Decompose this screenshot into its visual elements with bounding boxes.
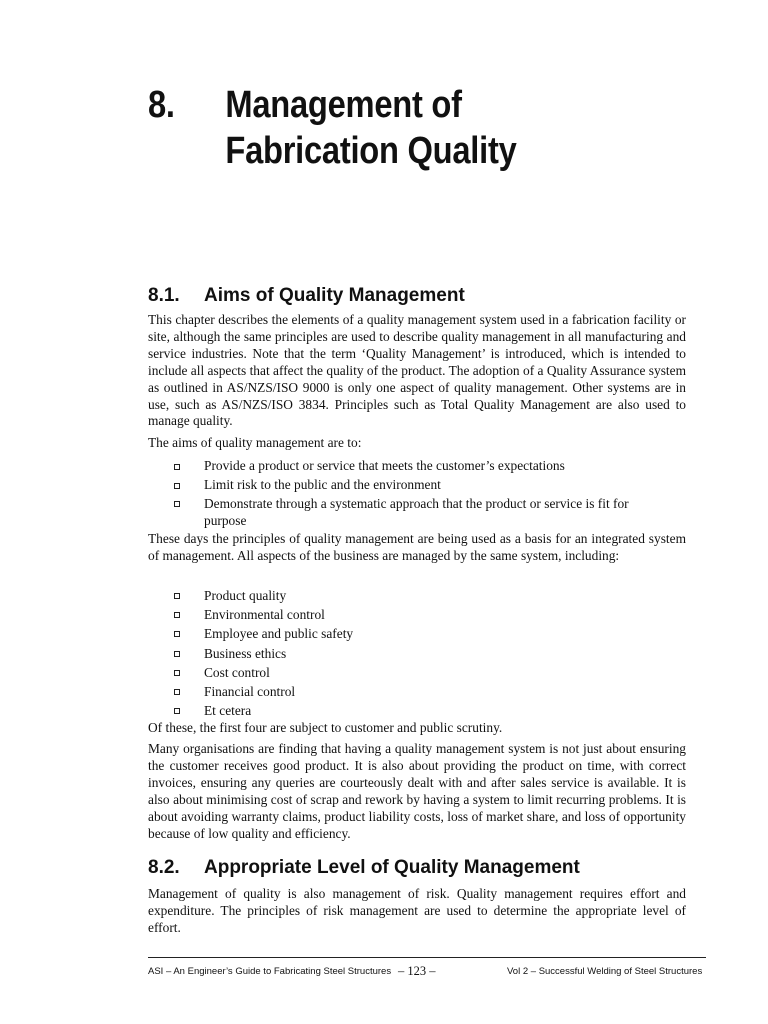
bullet-icon <box>174 612 180 618</box>
chapter-title <box>225 82 516 174</box>
bullet-icon <box>174 689 180 695</box>
bullet-icon <box>174 501 180 507</box>
list-item: Demonstrate through a systematic approach that the product or service is fit for purpose <box>148 494 668 529</box>
list-item: Cost control <box>148 663 668 682</box>
bullet-icon <box>174 464 180 470</box>
section-heading-8-2 <box>148 857 708 879</box>
list-item: Financial control <box>148 682 668 701</box>
bullet-icon <box>174 670 180 676</box>
bullet-icon <box>174 631 180 637</box>
list-item: Employee and public safety <box>148 624 668 643</box>
bullet-icon <box>174 483 180 489</box>
section-heading-8-1 <box>148 285 708 307</box>
bullet-icon <box>174 593 180 599</box>
section-number: 8.1. <box>148 285 180 306</box>
list-item: Environmental control <box>148 605 668 624</box>
aspects-list <box>148 586 668 720</box>
bullet-icon <box>174 651 180 657</box>
section-number: 8.2. <box>148 857 180 878</box>
footer-left: ASI – An Engineer’s Guide to Fabricating Steel Structures <box>148 966 392 977</box>
section-title: Aims of Quality Management <box>204 285 465 306</box>
paragraph-scrutiny: Of these, the first four are subject to customer and public scrutiny. <box>148 720 503 735</box>
paragraph-integrated-system: These days the principles of quality management are being used as a basis for an integrated system of management. All aspects of the business are managed by the same system, including: <box>148 531 686 563</box>
paragraph-intro: This chapter describes the elements of a quality management system used in a fabrication facility or site, although the same principles are used to describe quality management in all manufacturing and service industries. Note that the term ‘Quality Management’ is introduced, which is intended to include all aspects that affect the quality of the product. The adoption of a Quality Assurance system as outlined in AS/NZS/ISO 9000 is only one aspect of quality management. Other systems are in use, such as AS/NZS/ISO 3834. Principles such as Total Quality Management are also used to manage quality. <box>148 312 686 429</box>
chapter-title-line-1: Management of <box>225 84 462 126</box>
section-title: Appropriate Level of Quality Management <box>204 857 580 878</box>
chapter-number: 8. <box>148 84 175 126</box>
list-item: Provide a product or service that meets the customer’s expectations <box>148 457 668 476</box>
list-item: Product quality <box>148 586 668 605</box>
list-item: Et cetera <box>148 701 668 720</box>
list-item: Business ethics <box>148 644 668 663</box>
list-item: Limit risk to the public and the environment <box>148 476 668 495</box>
paragraph-risk: Management of quality is also management of risk. Quality management requires effort and expenditure. The principles of risk management are used to determine the appropriate level of effort. <box>148 886 686 935</box>
chapter-title-line-2: Fabrication Quality <box>225 130 517 172</box>
paragraph-organisations: Many organisations are finding that having a quality management system is not just about ensuring the customer receives good product. It is also about providing the product on time, with correct invoices, ensuring any queries are courteously dealt with and after sales service is available. It is also about minimising cost of scrap and rework by having a system to limit recurring problems. It is about avoiding warranty claims, product liability costs, loss of market share, and loss of opportunity because of low quality and efficiency. <box>148 741 686 841</box>
bullet-icon <box>174 708 180 714</box>
aims-list <box>148 457 668 529</box>
footer-right: Vol 2 – Successful Welding of Steel Structures <box>507 966 703 977</box>
footer-divider <box>148 957 706 958</box>
paragraph-aims-lead: The aims of quality management are to: <box>148 435 362 450</box>
page-number: – 123 – <box>398 964 436 978</box>
